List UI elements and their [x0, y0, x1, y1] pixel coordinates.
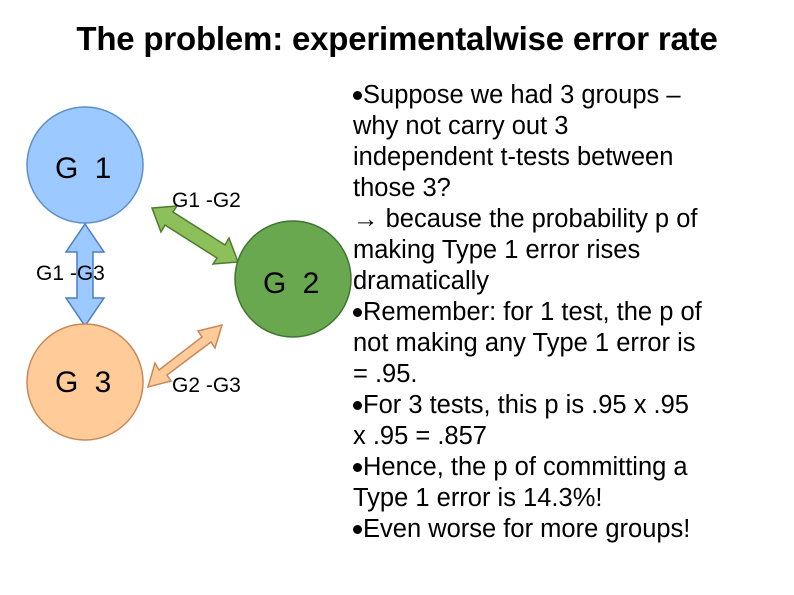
text-line: Suppose we had 3 groups –	[353, 80, 793, 111]
comparison-g2-g3-label: G2 -G3	[172, 374, 241, 397]
bullet-dot-icon	[353, 401, 362, 410]
g1-g2-arrow	[152, 206, 238, 264]
text-line: dramatically	[353, 267, 490, 295]
slide-title: The problem: experimentalwise error rate	[76, 20, 718, 57]
text-line: Even worse for more groups!	[353, 514, 793, 545]
text-line: = .95.	[353, 360, 418, 388]
text-line: → because the probability p of	[353, 205, 698, 233]
text-line: Hence, the p of committing a	[353, 452, 793, 483]
group-g3-label: G 3	[55, 366, 116, 399]
group-g2-label: G 2	[263, 267, 324, 300]
bullet-dot-icon	[353, 525, 362, 534]
text-line: independent t-tests between	[353, 143, 674, 171]
text-line: not making any Type 1 error is	[353, 329, 696, 357]
group-g1-label: G 1	[55, 152, 116, 185]
bullet-text-block	[353, 80, 793, 545]
text-line: For 3 tests, this p is .95 x .95	[353, 390, 793, 421]
comparison-g1-g2-label: G1 -G2	[172, 189, 241, 212]
bullet-dot-icon	[353, 91, 362, 100]
bullet-dot-icon	[353, 463, 362, 472]
text-line: why not carry out 3	[353, 112, 569, 140]
bullet-dot-icon	[353, 308, 362, 317]
text-line: Remember: for 1 test, the p of	[353, 297, 793, 328]
text-line: those 3?	[353, 174, 451, 202]
text-line: Type 1 error is 14.3%!	[353, 484, 603, 512]
text-line: x .95 = .857	[353, 422, 487, 450]
comparison-g1-g3-label: G1 -G3	[36, 262, 105, 285]
text-line: making Type 1 error rises	[353, 236, 641, 264]
